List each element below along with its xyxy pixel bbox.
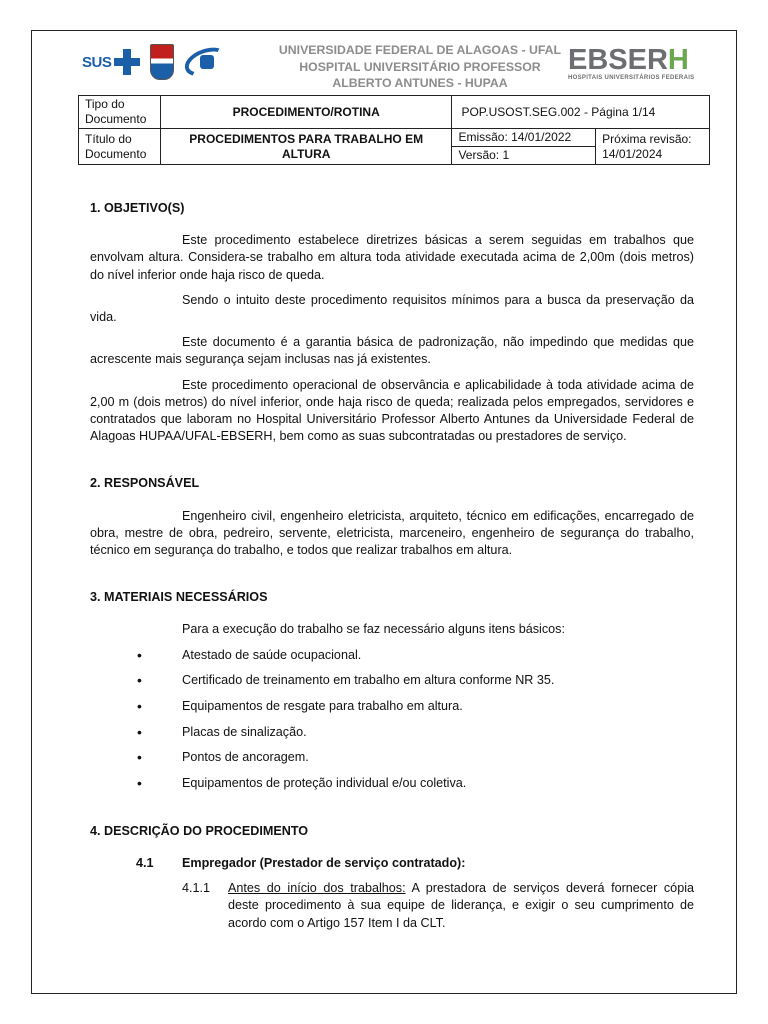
- hospital-logo-icon: [184, 45, 232, 79]
- document-info-table: [78, 95, 710, 165]
- institution-line-2: HOSPITAL UNIVERSITÁRIO PROFESSOR: [299, 59, 541, 74]
- ufal-seal-icon: [150, 44, 174, 80]
- subsection-number: 4.1: [136, 856, 154, 871]
- sus-cross-icon: [114, 49, 140, 75]
- header-logos: [82, 40, 232, 84]
- section-title-responsible: 2. RESPONSÁVEL: [90, 476, 200, 491]
- subsection-4-1: [90, 855, 694, 872]
- ebserh-h: H: [667, 44, 689, 76]
- materials-list: [90, 647, 694, 793]
- ebserh-main: EBSER: [568, 44, 668, 76]
- next-revision-date: Próxima revisão: 14/01/2024: [596, 129, 710, 165]
- ebserh-wordmark: [568, 46, 708, 74]
- list-item: • Certificado de treinamento em trabalho em altura conforme NR 35.: [90, 672, 694, 689]
- institution-line-1: UNIVERSIDADE FEDERAL DE ALAGOAS - UFAL: [278, 43, 562, 57]
- institution-line-3: ALBERTO ANTUNES - HUPAA: [332, 76, 508, 90]
- document-code: POP.USOST.SEG.002 - Página 1/14: [452, 96, 710, 129]
- subsection-body: A prestadora de serviços deverá fornecer cópia deste procedimento à sua equipe de liderança, e exigir o seu cumprimento de acordo com o Artigo 157 Item I da CLT.: [228, 881, 694, 930]
- sus-logo: [82, 49, 140, 75]
- section-title-description: 4. DESCRIÇÃO DO PROCEDIMENTO: [90, 823, 309, 838]
- materials-intro: Para a execução do trabalho se faz necessário alguns itens básicos:: [182, 622, 565, 637]
- institution-name: [270, 42, 570, 92]
- list-item: • Pontos de ancoragem.: [90, 749, 694, 766]
- ebserh-subtitle: HOSPITAIS UNIVERSITÁRIOS FEDERAIS: [568, 75, 695, 81]
- ebserh-logo: [568, 46, 708, 81]
- table-row: [79, 96, 710, 129]
- objective-paragraph-3: Este documento é a garantia básica de padronização, não impedindo que medidas que acrescente mais segurança sejam inclusas nas já existentes.: [90, 335, 694, 367]
- section-title-materials: 3. MATERIAIS NECESSÁRIOS: [90, 590, 268, 605]
- list-item: • Placas de sinalização.: [90, 724, 694, 741]
- subsection-lead: Antes do início dos trabalhos:: [228, 881, 406, 896]
- list-item: • Atestado de saúde ocupacional.: [90, 647, 694, 664]
- document-body: [90, 200, 694, 932]
- version: Versão: 1: [452, 147, 596, 165]
- table-row: [79, 129, 710, 147]
- title-value: PROCEDIMENTOS PARA TRABALHO EM ALTURA: [160, 129, 451, 165]
- list-item: • Equipamentos de proteção individual e/ou coletiva.: [90, 775, 694, 792]
- list-item: • Equipamentos de resgate para trabalho em altura.: [90, 698, 694, 715]
- type-label: Tipo do Documento: [79, 96, 161, 129]
- subsection-number: 4.1.1: [182, 881, 211, 896]
- subsection-text: [228, 880, 694, 932]
- sus-text: SUS: [82, 53, 112, 71]
- section-title-objective: 1. OBJETIVO(S): [90, 201, 185, 215]
- emission-date: Emissão: 14/01/2022: [452, 129, 596, 147]
- title-label: Título do Documento: [79, 129, 161, 165]
- objective-paragraph-1: Este procedimento estabelece diretrizes básicas a serem seguidas em trabalhos que envolvam altura. Considera-se trabalho em altura toda atividade executada acima de 2,00m (dois metros) do nível inferior onde haja risco de queda.: [90, 233, 694, 282]
- subsection-4-1-1: [90, 880, 694, 932]
- subsection-title: Empregador (Prestador de serviço contratado):: [182, 856, 466, 871]
- objective-paragraph-4: Este procedimento operacional de observância e aplicabilidade à toda atividade acima de 2,00 m (dois metros) do nível inferior, onde haja risco de queda; realizada pelos empregados, servidores e contratados que laboram no Hospital Universitário Professor Alberto Antunes da Universidade Federal de Alagoas HUPAA/UFAL-EBSERH, bem como as suas subcontratadas ou prestadores de serviço.: [90, 377, 694, 444]
- objective-paragraph-2: Sendo o intuito deste procedimento requisitos mínimos para a busca da preservação da vida.: [90, 292, 694, 325]
- type-value: PROCEDIMENTO/ROTINA: [160, 96, 451, 129]
- responsible-paragraph: Engenheiro civil, engenheiro eletricista, arquiteto, técnico em edificações, encarregado de obra, mestre de obra, pedreiro, servente, eletricista, marceneiro, engenheiro de segurança do trabalho, técnico em segurança do trabalho, e todos que realizar trabalhos em altura.: [90, 508, 694, 558]
